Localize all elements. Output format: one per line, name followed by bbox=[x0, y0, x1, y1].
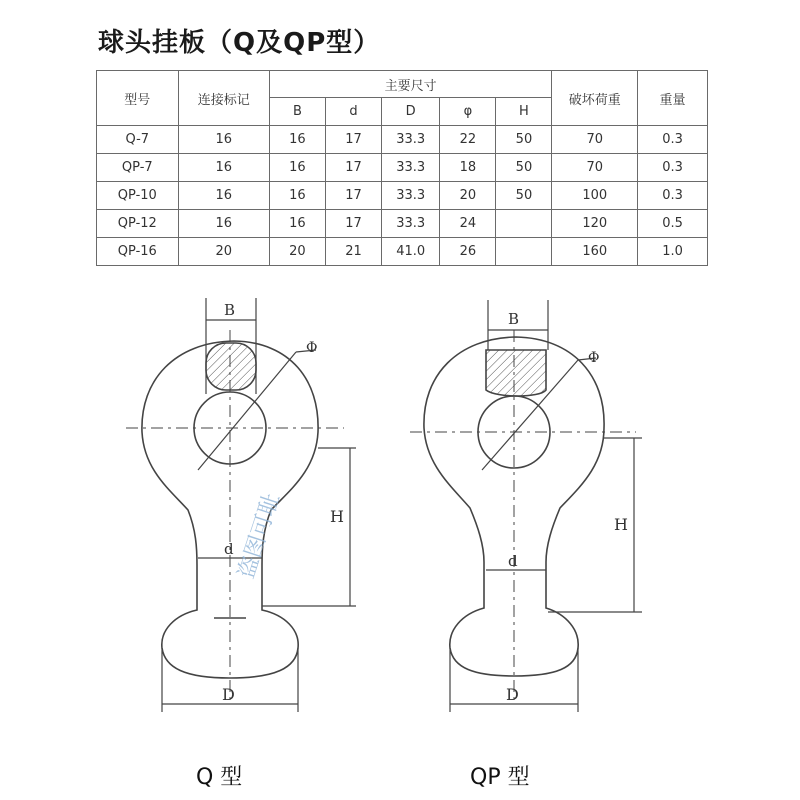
table-cell-H bbox=[496, 210, 552, 238]
qp-label-B: B bbox=[508, 310, 520, 328]
table-cell-d: 21 bbox=[325, 238, 381, 266]
table-cell-phi: 26 bbox=[440, 238, 496, 266]
table-cell-D: 33.3 bbox=[382, 126, 440, 154]
q-label-H: H bbox=[330, 507, 344, 526]
table-cell-H: 50 bbox=[496, 182, 552, 210]
header-model: 型号 bbox=[97, 71, 179, 126]
q-label-phi: Φ bbox=[306, 340, 318, 356]
table-cell-phi: 20 bbox=[440, 182, 496, 210]
caption-q-type: Q 型 bbox=[196, 765, 243, 790]
qp-label-H: H bbox=[614, 515, 628, 534]
table-cell-phi: 24 bbox=[440, 210, 496, 238]
header-dim-D: D bbox=[382, 98, 440, 126]
table-row bbox=[97, 182, 708, 210]
table-cell-d: 17 bbox=[325, 182, 381, 210]
qp-label-d: d bbox=[508, 552, 518, 570]
table-cell-d: 17 bbox=[325, 154, 381, 182]
q-label-d: d bbox=[224, 540, 234, 558]
table-cell-mark: 16 bbox=[178, 182, 269, 210]
table-cell-model: QP-10 bbox=[97, 182, 179, 210]
header-dim-H: H bbox=[496, 98, 552, 126]
header-weight: 重量 bbox=[638, 71, 708, 126]
table-row bbox=[97, 210, 708, 238]
table-cell-H: 50 bbox=[496, 126, 552, 154]
qp-hatched-block bbox=[486, 350, 546, 396]
table-header-row bbox=[97, 71, 708, 98]
q-hatched-ring bbox=[206, 343, 256, 390]
caption-qp-type: QP 型 bbox=[470, 765, 530, 790]
table-cell-mark: 16 bbox=[178, 126, 269, 154]
table-cell-weight: 1.0 bbox=[638, 238, 708, 266]
q-type-drawing bbox=[126, 298, 356, 712]
header-connection-mark: 连接标记 bbox=[178, 71, 269, 126]
table-cell-phi: 22 bbox=[440, 126, 496, 154]
qp-label-D: D bbox=[506, 685, 519, 704]
table-cell-B: 20 bbox=[269, 238, 325, 266]
q-label-D: D bbox=[222, 685, 235, 704]
header-breaking-load: 破坏荷重 bbox=[552, 71, 638, 126]
header-dim-phi: φ bbox=[440, 98, 496, 126]
table-cell-weight: 0.3 bbox=[638, 154, 708, 182]
watermark-text: 盗图可耻 bbox=[233, 490, 285, 582]
table-cell-B: 16 bbox=[269, 154, 325, 182]
page-title: 球头挂板（Q及QP型） bbox=[98, 28, 381, 58]
table-cell-D: 33.3 bbox=[382, 154, 440, 182]
table-cell-model: QP-7 bbox=[97, 154, 179, 182]
table-cell-mark: 20 bbox=[178, 238, 269, 266]
table-row bbox=[97, 238, 708, 266]
table-row bbox=[97, 154, 708, 182]
q-label-B: B bbox=[224, 301, 236, 319]
table-cell-mark: 16 bbox=[178, 154, 269, 182]
header-main-dimensions: 主要尺寸 bbox=[269, 71, 552, 98]
table-cell-load: 70 bbox=[552, 154, 638, 182]
qp-label-phi: Φ bbox=[588, 350, 600, 366]
header-dim-d: d bbox=[325, 98, 381, 126]
table-cell-d: 17 bbox=[325, 126, 381, 154]
table-cell-weight: 0.3 bbox=[638, 182, 708, 210]
table-cell-load: 160 bbox=[552, 238, 638, 266]
table-cell-model: Q-7 bbox=[97, 126, 179, 154]
table-cell-load: 100 bbox=[552, 182, 638, 210]
spec-table bbox=[96, 70, 708, 266]
table-cell-B: 16 bbox=[269, 182, 325, 210]
qp-type-drawing bbox=[410, 300, 642, 712]
table-cell-model: QP-16 bbox=[97, 238, 179, 266]
table-row bbox=[97, 126, 708, 154]
table-cell-d: 17 bbox=[325, 210, 381, 238]
table-cell-H bbox=[496, 238, 552, 266]
table-cell-B: 16 bbox=[269, 210, 325, 238]
table-cell-load: 70 bbox=[552, 126, 638, 154]
table-cell-load: 120 bbox=[552, 210, 638, 238]
table-cell-D: 41.0 bbox=[382, 238, 440, 266]
table-cell-B: 16 bbox=[269, 126, 325, 154]
table-cell-mark: 16 bbox=[178, 210, 269, 238]
table-cell-model: QP-12 bbox=[97, 210, 179, 238]
table-cell-phi: 18 bbox=[440, 154, 496, 182]
table-cell-weight: 0.3 bbox=[638, 126, 708, 154]
table-cell-D: 33.3 bbox=[382, 210, 440, 238]
technical-drawing bbox=[0, 280, 800, 760]
header-dim-B: B bbox=[269, 98, 325, 126]
table-cell-D: 33.3 bbox=[382, 182, 440, 210]
table-cell-weight: 0.5 bbox=[638, 210, 708, 238]
table-cell-H: 50 bbox=[496, 154, 552, 182]
